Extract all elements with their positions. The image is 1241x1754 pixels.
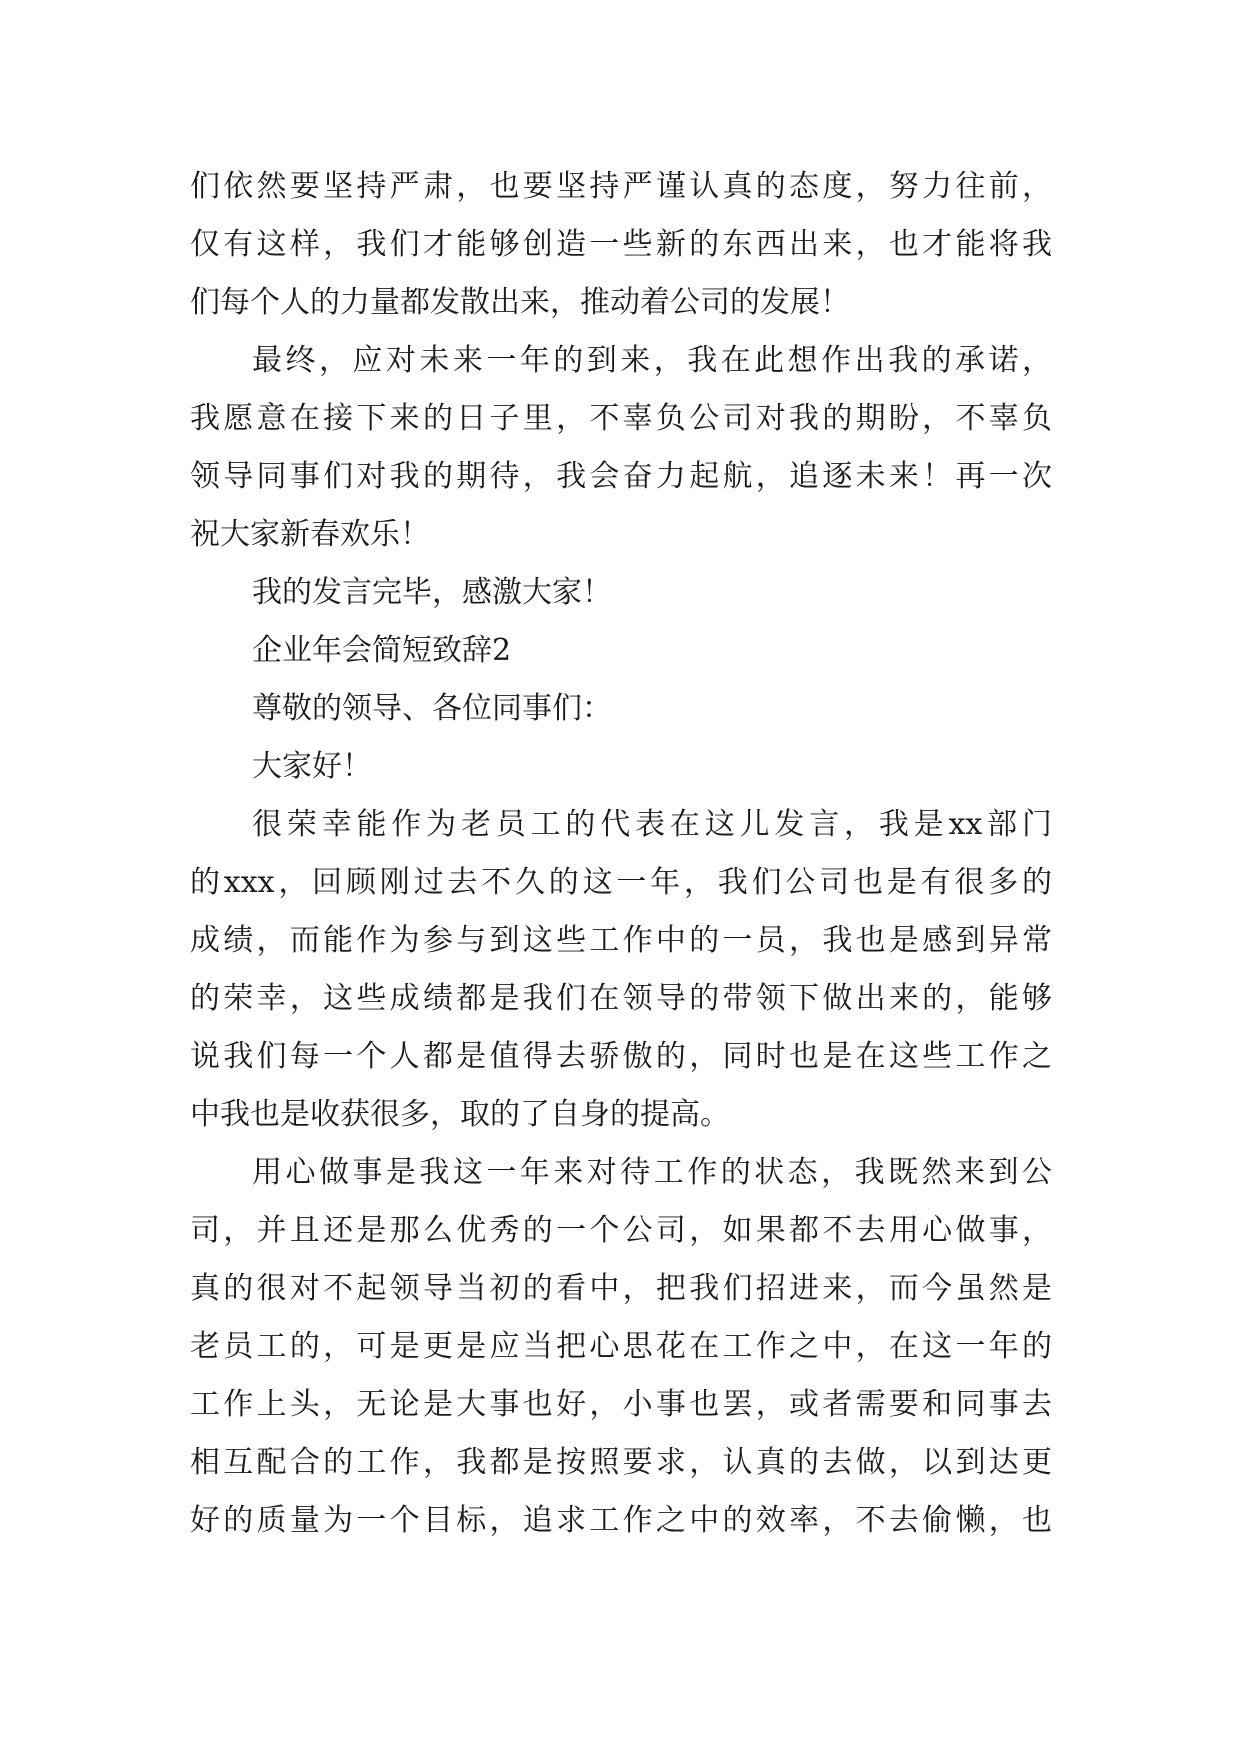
text-line: 司，并且还是那么优秀的一个公司，如果都不去用心做事， — [190, 1213, 1052, 1248]
text-line: 的荣幸，这些成绩都是我们在领导的带领下做出来的，能够 — [190, 981, 1052, 1016]
text-line: 仅有这样，我们才能够创造一些新的东西出来，也才能将我 — [190, 227, 1052, 262]
text-line: 领导同事们对我的期待，我会奋力起航，追逐未来！再一次 — [190, 459, 1052, 494]
text-line: 企业年会简短致辞2 — [252, 633, 512, 668]
text-line: 真的很对不起领导当初的看中，把我们招进来，而今虽然是 — [190, 1271, 1052, 1306]
text-line: 最终，应对未来一年的到来，我在此想作出我的承诺， — [252, 343, 1052, 378]
text-line: 相互配合的工作，我都是按照要求，认真的去做，以到达更 — [190, 1445, 1052, 1480]
text-line: 中我也是收获很多，取的了自身的提高。 — [190, 1097, 730, 1132]
document-body — [190, 158, 1052, 1550]
text-line: 成绩，而能作为参与到这些工作中的一员，我也是感到异常 — [190, 923, 1052, 958]
text-line: 说我们每一个人都是值得去骄傲的，同时也是在这些工作之 — [190, 1039, 1052, 1074]
text-line: 的xxx，回顾刚过去不久的这一年，我们公司也是有很多的 — [190, 865, 1052, 900]
text-line: 们每个人的力量都发散出来，推动着公司的发展！ — [190, 285, 850, 320]
text-line: 老员工的，可是更是应当把心思花在工作之中，在这一年的 — [190, 1329, 1052, 1364]
text-line: 用心做事是我这一年来对待工作的状态，我既然来到公 — [252, 1155, 1052, 1190]
text-line: 们依然要坚持严肃，也要坚持严谨认真的态度，努力往前， — [190, 169, 1052, 204]
text-line: 好的质量为一个目标，追求工作之中的效率，不去偷懒，也 — [190, 1503, 1052, 1538]
text-line: 大家好！ — [252, 749, 372, 784]
text-line: 很荣幸能作为老员工的代表在这儿发言，我是xx部门 — [252, 807, 1052, 842]
text-line: 工作上头，无论是大事也好，小事也罢，或者需要和同事去 — [190, 1387, 1052, 1422]
text-line: 尊敬的领导、各位同事们： — [252, 691, 612, 726]
text-line: 我愿意在接下来的日子里，不辜负公司对我的期盼，不辜负 — [190, 401, 1052, 436]
text-line: 祝大家新春欢乐！ — [190, 517, 430, 552]
text-line: 我的发言完毕，感激大家！ — [252, 575, 612, 610]
